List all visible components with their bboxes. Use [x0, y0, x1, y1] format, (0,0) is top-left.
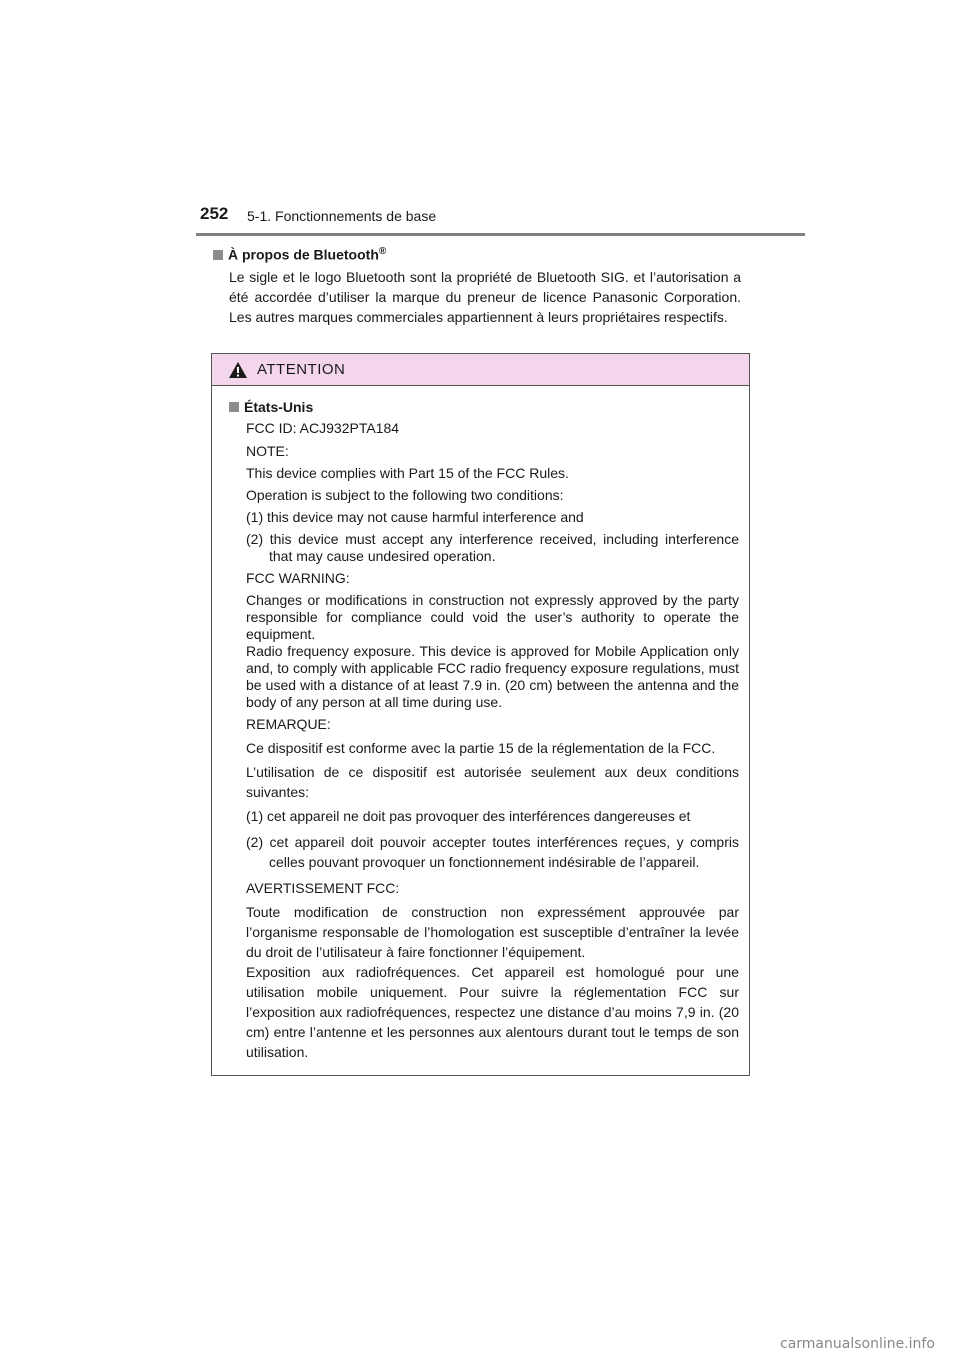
page-number: 252: [200, 204, 229, 223]
bluetooth-section: [213, 243, 741, 327]
warning-triangle-icon: [228, 361, 248, 379]
attention-content: [212, 386, 749, 1062]
attention-heading: [229, 398, 739, 416]
note-paragraph-2: Operation is subject to the following two conditions:: [246, 487, 564, 503]
avertissement-paragraph-2: Exposition aux radiofréquences. Cet appareil est homologué pour une utilisation mobile uniquement. Pour suivre la réglementation FCC sur l’exposition aux radiofréquences, respectez une distance d’au moins 7,9 in. (20 cm) entre l’antenne et les personnes aux alentours durant tout le temps de son utilisation.: [246, 964, 739, 1060]
watermark: carmanualsonline.info: [780, 1336, 935, 1352]
attention-box: [211, 353, 750, 1076]
registered-mark: ®: [378, 246, 387, 257]
condition-2: (2) this device must accept any interference received, including interference that may cause undesired operation.: [246, 531, 739, 564]
bluetooth-heading-text: À propos de Bluetooth: [228, 246, 379, 263]
attention-label: ATTENTION: [257, 361, 346, 378]
bluetooth-body: Le sigle et le logo Bluetooth sont la propriété de Bluetooth SIG. et l’autorisation a été accordée d’utiliser la marque du preneur de licence Panasonic Corporation. Les autres marques commerciales appartiennent à leurs propriétaires respectifs.: [229, 268, 741, 325]
condition-1: (1) this device may not cause harmful interference and: [246, 509, 584, 525]
bluetooth-heading: [213, 243, 741, 264]
avertissement-label: AVERTISSEMENT FCC:: [246, 880, 400, 896]
bullet-square-icon: [229, 402, 239, 412]
remarque-paragraph-2: L’utilisation de ce dispositif est autorisée seulement aux deux conditions suivantes:: [246, 764, 739, 800]
fcc-warning-label: FCC WARNING:: [246, 570, 350, 586]
fcc-warning-paragraph-1: Changes or modifications in construction not expressly approved by the party responsible for compliance could void the user’s authority to operate the equipment.: [246, 592, 739, 642]
fcc-warning-paragraph-2: Radio frequency exposure. This device is approved for Mobile Application only and, to comply with applicable FCC radio frequency exposure regulations, must be used with a distance of at least 7.9 in. (20 cm) between the antenna and the body of any person at all time during use.: [246, 643, 739, 710]
section-title: 5-1. Fonctionnements de base: [247, 208, 437, 224]
fcc-id: FCC ID: ACJ932PTA184: [246, 420, 400, 436]
note-paragraph-1: This device complies with Part 15 of the FCC Rules.: [246, 465, 569, 481]
attention-heading-text: États-Unis: [244, 399, 314, 415]
condition-1-fr: (1) cet appareil ne doit pas provoquer des interférences dangereuses et: [246, 808, 691, 824]
attention-header: [212, 354, 749, 386]
remarque-label: REMARQUE:: [246, 716, 331, 732]
condition-2-fr: (2) cet appareil doit pouvoir accepter toutes interférences reçues, y compris celles pouvant provoquer un fonctionnement indésirable de l’appareil.: [246, 834, 739, 870]
header-divider: [196, 233, 805, 236]
note-label: NOTE:: [246, 443, 289, 459]
avertissement-paragraph-1: Toute modification de construction non expressément approuvée par l’organisme responsable de l’homologation est susceptible d’entraîner la levée du droit de l’utilisateur à faire fonctionner l’équipement.: [246, 904, 739, 960]
bullet-square-icon: [213, 250, 223, 260]
remarque-paragraph-1: Ce dispositif est conforme avec la partie 15 de la réglementation de la FCC.: [246, 740, 716, 756]
